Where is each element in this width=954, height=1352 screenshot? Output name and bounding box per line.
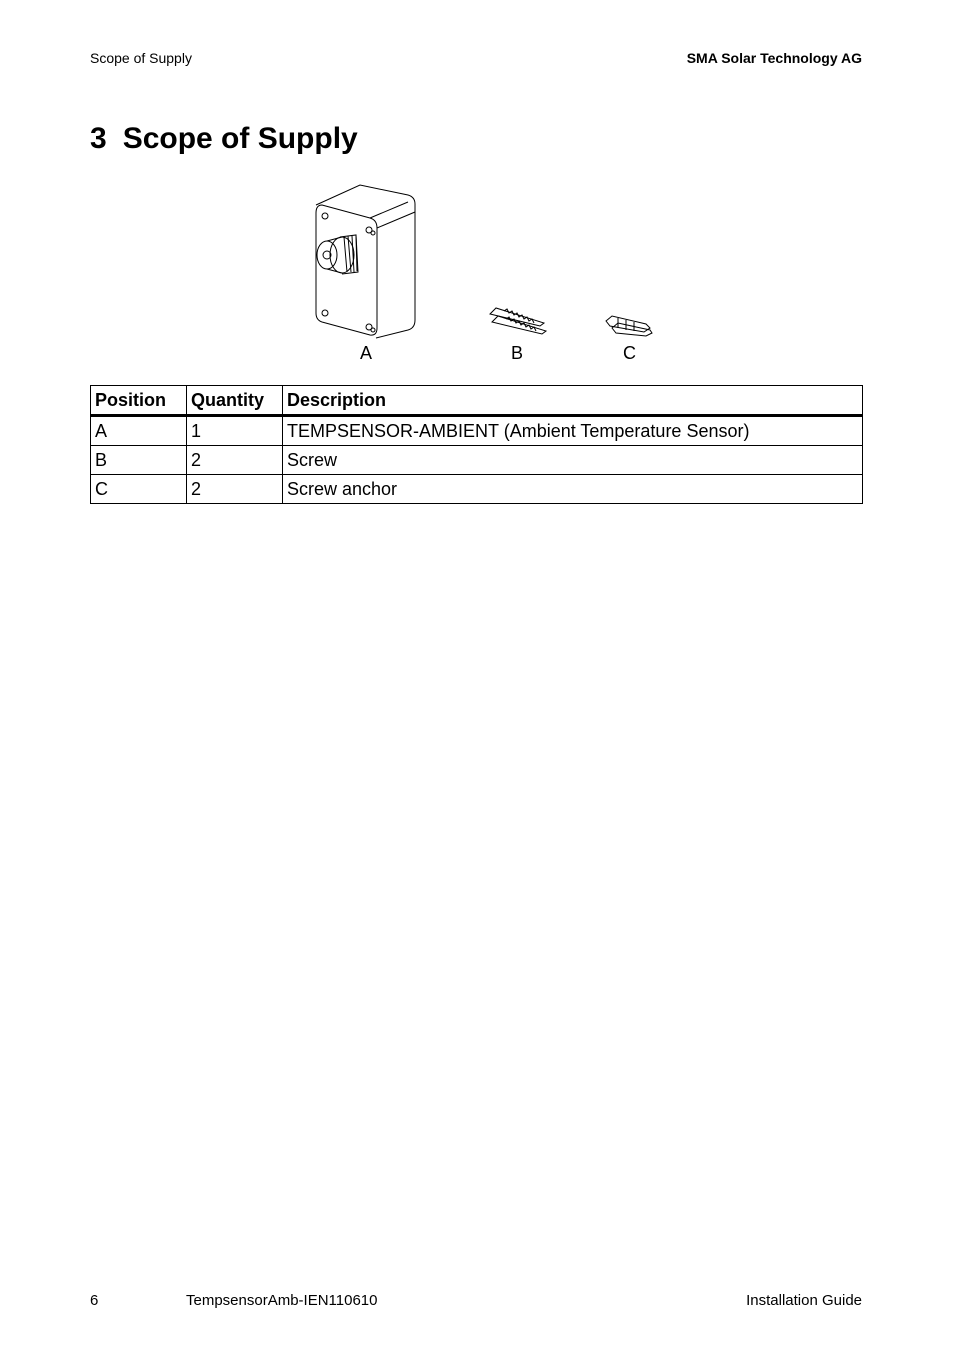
- chapter-title: Scope of Supply: [122, 122, 358, 155]
- screws-illustration: [490, 308, 546, 334]
- cell-quantity: 2: [187, 475, 283, 504]
- cell-quantity: 2: [187, 446, 283, 475]
- scope-of-supply-figure: [300, 180, 680, 370]
- cell-description: TEMPSENSOR-AMBIENT (Ambient Temperature Sensor): [283, 416, 863, 446]
- sensor-housing-illustration: [316, 185, 415, 338]
- page-title: [90, 122, 358, 156]
- cell-description: Screw: [283, 446, 863, 475]
- column-header-position: Position: [91, 386, 187, 416]
- figure-label-b: B: [511, 343, 524, 363]
- cell-position: C: [91, 475, 187, 504]
- screw-anchors-illustration: [606, 316, 652, 336]
- scope-of-supply-table: [90, 385, 863, 504]
- chapter-number: 3: [90, 122, 107, 155]
- table-header-row: [91, 386, 863, 416]
- document-id: TempsensorAmb-IEN110610: [186, 1292, 378, 1309]
- header-section-title: Scope of Supply: [90, 50, 192, 66]
- table-row: [91, 416, 863, 446]
- document-type: Installation Guide: [746, 1292, 862, 1309]
- column-header-quantity: Quantity: [187, 386, 283, 416]
- cell-position: A: [91, 416, 187, 446]
- table-row: [91, 475, 863, 504]
- header-company: SMA Solar Technology AG: [686, 50, 862, 66]
- page-number: 6: [90, 1292, 99, 1309]
- figure-label-c: C: [623, 343, 636, 363]
- table-row: [91, 446, 863, 475]
- cell-description: Screw anchor: [283, 475, 863, 504]
- cell-quantity: 1: [187, 416, 283, 446]
- cell-position: B: [91, 446, 187, 475]
- column-header-description: Description: [283, 386, 863, 416]
- figure-label-a: A: [360, 343, 373, 363]
